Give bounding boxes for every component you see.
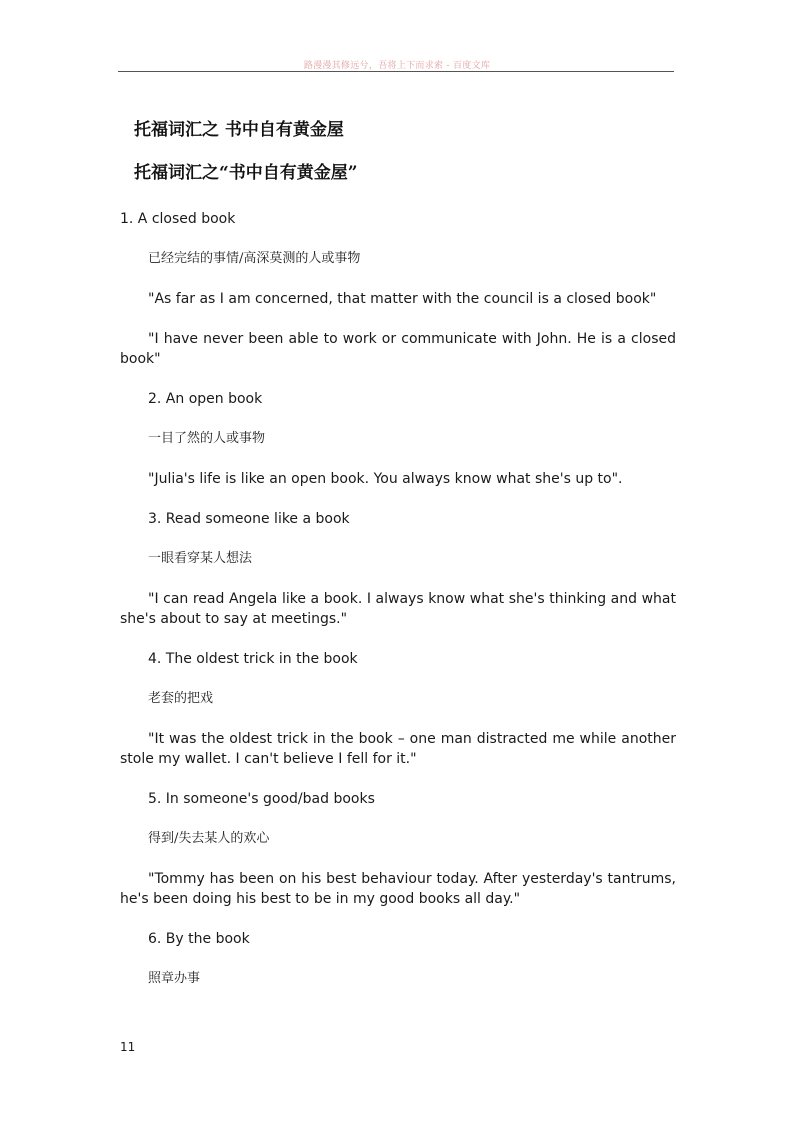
document-body: [120, 209, 676, 989]
document-title: 托福词汇之 书中自有黄金屋: [134, 120, 344, 140]
item-example: "I can read Angela like a book. I always know what she's thinking and what she's about to say at meetings.": [120, 591, 676, 627]
item-meaning: 已经完结的事情/高深莫测的人或事物: [148, 251, 361, 266]
document-header: 路漫漫其修远兮，吾将上下而求索 - 百度文库: [303, 61, 491, 71]
document-subtitle: 托福词汇之“书中自有黄金屋”: [134, 163, 358, 183]
item-example: "Tommy has been on his best behaviour today. After yesterday's tantrums, he's been doing his best to be in my good books all day.": [120, 871, 676, 907]
item-heading: 1. A closed book: [120, 211, 236, 227]
item-meaning: 老套的把戏: [148, 691, 214, 706]
item-meaning: 得到/失去某人的欢心: [148, 831, 270, 846]
item-example: "I have never been able to work or communicate with John. He is a closed book": [120, 331, 676, 367]
header-divider: [118, 71, 674, 72]
item-meaning: 一目了然的人或事物: [148, 431, 266, 446]
item-heading: 3. Read someone like a book: [148, 511, 350, 527]
item-heading: 6. By the book: [148, 931, 250, 947]
page-number: 11: [120, 1040, 136, 1054]
item-example: "As far as I am concerned, that matter with the council is a closed book": [148, 291, 657, 307]
item-meaning: 照章办事: [148, 971, 201, 986]
item-heading: 5. In someone's good/bad books: [148, 791, 375, 807]
item-example: "It was the oldest trick in the book – one man distracted me while another stole my wallet. I can't believe I fell for it.": [120, 731, 676, 767]
item-example: "Julia's life is like an open book. You always know what she's up to".: [148, 471, 623, 487]
item-heading: 4. The oldest trick in the book: [148, 651, 358, 667]
item-heading: 2. An open book: [148, 391, 263, 407]
item-meaning: 一眼看穿某人想法: [148, 551, 253, 566]
